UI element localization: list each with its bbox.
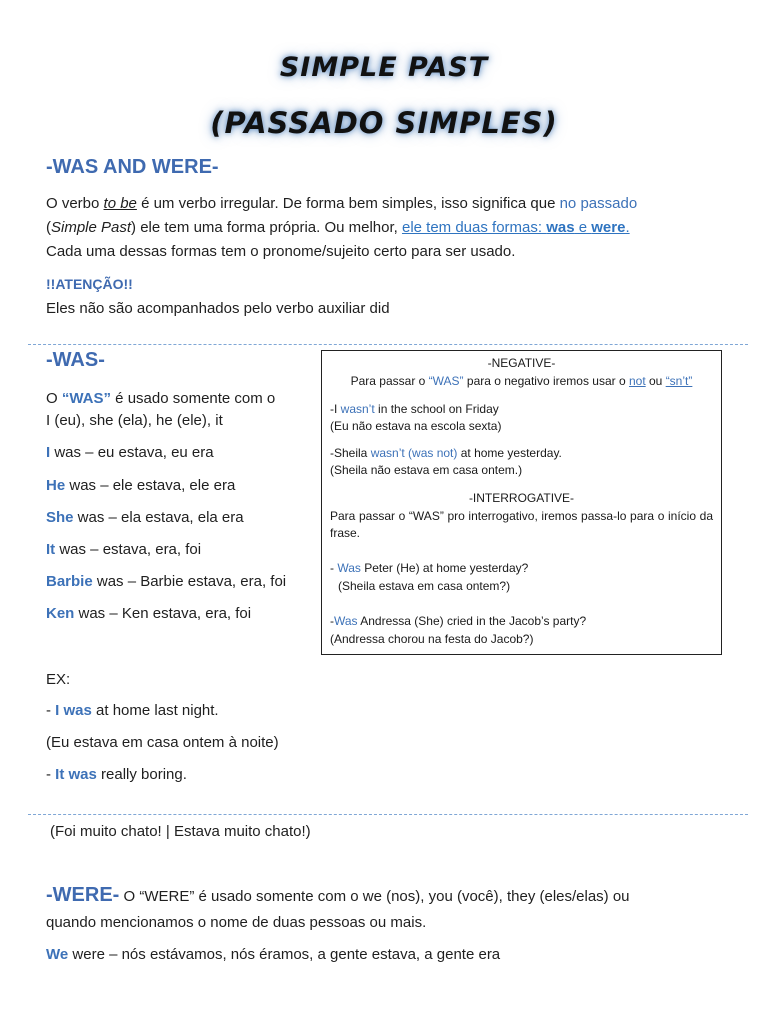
text: e <box>574 219 592 236</box>
was-description-line1 <box>46 387 275 410</box>
attention-text: Eles não são acompanhados pelo verbo auxiliar did <box>46 300 390 317</box>
example-2 <box>46 763 187 786</box>
text: at home yesterday. <box>457 446 562 460</box>
text: Para passar o <box>350 374 429 388</box>
was-row <box>46 538 201 561</box>
section-heading-were: -WERE- <box>46 884 120 906</box>
negative-description <box>330 373 713 390</box>
snt-word: “sn’t” <box>665 374 693 388</box>
text: Andressa (She) cried in the Jacob’s party? <box>357 614 587 628</box>
example-2-translation: (Foi muito chato! | Estava muito chato!) <box>50 823 311 840</box>
text: ) ele tem uma forma própria. Ou melhor, <box>131 219 402 236</box>
was-row <box>46 474 235 497</box>
text: in the school on Friday <box>374 402 499 416</box>
subject: Barbie <box>46 573 93 590</box>
to-be-term: to be <box>103 195 137 212</box>
subject: Ken <box>46 605 75 622</box>
dashed-divider <box>28 814 748 815</box>
no-passado-highlight: no passado <box>559 195 638 212</box>
simple-past-term: Simple Past <box>51 219 132 236</box>
text: ou <box>645 374 666 388</box>
text: - <box>330 614 334 628</box>
dashed-divider <box>28 344 748 345</box>
wasnt: wasn’t <box>340 402 375 416</box>
page-subtitle: (PASSADO SIMPLES) <box>210 106 558 140</box>
negative-example-1 <box>330 401 713 418</box>
text: é usado somente com o <box>111 390 276 407</box>
was-word: was <box>546 219 575 236</box>
was-row <box>46 506 244 529</box>
i-was: I was <box>55 702 92 719</box>
not-word: not <box>628 374 646 388</box>
text: . <box>625 219 630 236</box>
was-quoted: “WAS” <box>61 390 112 407</box>
was-quoted: “WAS” <box>428 374 464 388</box>
text: para o negativo iremos usar o <box>463 374 629 388</box>
text: O “WERE” é usado somente com o we (nos), you (você), they (eles/elas) ou <box>119 888 630 905</box>
were-description-line2: quando mencionamos o nome de duas pessoas ou mais. <box>46 914 427 931</box>
text: ( <box>46 219 51 236</box>
subject: We <box>46 946 69 963</box>
section-heading-was-and-were: -WAS AND WERE- <box>46 156 219 178</box>
text: really boring. <box>96 766 187 783</box>
was-word: Was <box>334 614 358 628</box>
two-forms-link <box>402 219 630 236</box>
negative-example-1-translation: (Eu não estava na escola sexta) <box>330 419 502 433</box>
intro-paragraph-line1 <box>46 192 746 215</box>
were-description-line1 <box>46 884 746 908</box>
text: were – nós estávamos, nós éramos, a gente estava, a gente era <box>68 946 501 963</box>
negative-interrogative-box <box>321 350 722 655</box>
interrogative-example-2 <box>330 613 713 630</box>
text: was – Ken estava, era, foi <box>74 605 252 622</box>
text: Peter (He) at home yesterday? <box>360 561 529 575</box>
text: -Sheila <box>330 446 371 460</box>
example-1 <box>46 699 219 722</box>
were-row <box>46 943 500 966</box>
text: was – eu estava, eu era <box>50 444 214 461</box>
text: at home last night. <box>91 702 219 719</box>
interrogative-title: -INTERROGATIVE- <box>468 491 575 505</box>
negative-example-2 <box>330 445 713 462</box>
was-row <box>46 602 251 625</box>
was-row <box>46 441 214 464</box>
negative-example-2-translation: (Sheila não estava em casa ontem.) <box>330 463 523 477</box>
intro-paragraph-line3: Cada uma dessas formas tem o pronome/sujeito certo para ser usado. <box>46 243 516 260</box>
page-title: SIMPLE PAST <box>279 52 489 83</box>
text: - <box>46 766 56 783</box>
text: ele tem duas formas: <box>401 219 547 236</box>
text: é um verbo irregular. De forma bem simples, isso significa que <box>136 195 560 212</box>
interrogative-example-1 <box>330 560 713 577</box>
text: was – Barbie estava, era, foi <box>92 573 287 590</box>
interrogative-example-2-translation: (Andressa chorou na festa do Jacob?) <box>330 632 534 646</box>
it-was: It was <box>55 766 97 783</box>
attention-label: !!ATENÇÃO!! <box>46 276 133 292</box>
text: was – ele estava, ele era <box>65 477 236 494</box>
text: O verbo <box>46 195 104 212</box>
example-1-translation: (Eu estava em casa ontem à noite) <box>46 734 279 751</box>
interrogative-description: Para passar o “WAS” pro interrogativo, iremos passa-lo para o início da frase. <box>330 509 713 540</box>
text: - <box>330 561 338 575</box>
examples-label: EX: <box>46 671 71 688</box>
was-word: Was <box>337 561 361 575</box>
text: - <box>46 702 56 719</box>
subject: I <box>46 444 51 461</box>
text: O <box>46 390 62 407</box>
was-description-line2: I (eu), she (ela), he (ele), it <box>46 412 223 429</box>
intro-paragraph-line2 <box>46 216 746 239</box>
text: was – ela estava, ela era <box>73 509 244 526</box>
subject: He <box>46 477 66 494</box>
was-row <box>46 570 286 593</box>
section-heading-was: -WAS- <box>46 349 105 371</box>
interrogative-example-1-translation: (Sheila estava em casa ontem?) <box>338 579 511 593</box>
subject: She <box>46 509 74 526</box>
wasnt-was-not: wasn’t (was not) <box>370 446 458 460</box>
were-word: were <box>591 219 626 236</box>
text: -I <box>330 402 341 416</box>
text: was – estava, era, foi <box>55 541 202 558</box>
negative-title: -NEGATIVE- <box>487 356 556 370</box>
subject: It <box>46 541 56 558</box>
